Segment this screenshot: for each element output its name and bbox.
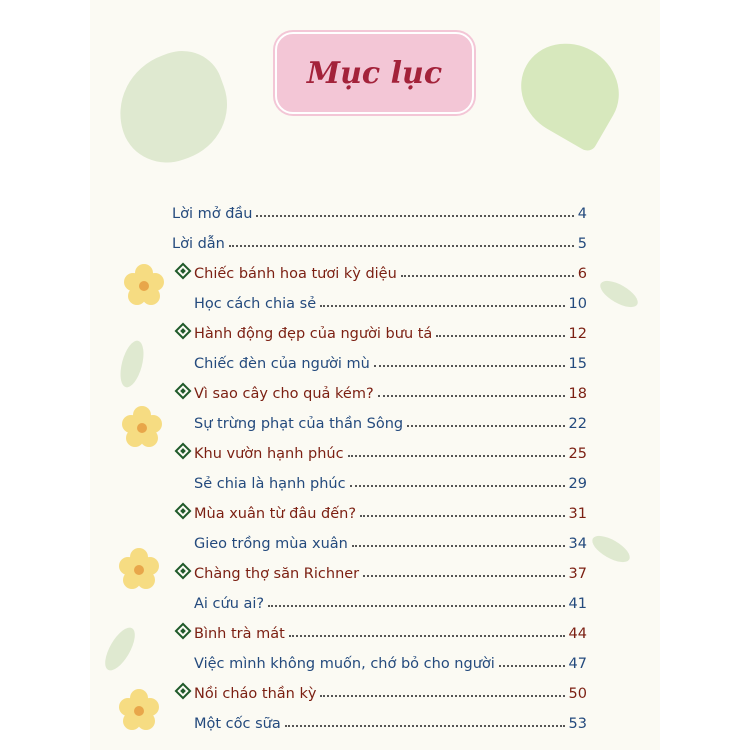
entry-page-number: 6 — [577, 266, 587, 282]
flower-icon — [117, 688, 161, 732]
diamond-bullet-icon — [175, 623, 192, 640]
diamond-bullet-icon — [175, 443, 192, 460]
toc-entry[interactable] — [172, 498, 587, 522]
diamond-bullet-icon — [175, 323, 192, 340]
toc-entry[interactable] — [172, 588, 587, 612]
dot-leader — [374, 365, 565, 367]
diamond-bullet-icon — [175, 683, 192, 700]
dot-leader — [289, 635, 565, 637]
toc-entry[interactable] — [172, 348, 587, 372]
toc-entry[interactable] — [172, 378, 587, 402]
toc-entry[interactable] — [172, 678, 587, 702]
dot-leader — [229, 245, 574, 247]
dot-leader — [499, 665, 565, 667]
entry-page-number: 22 — [568, 416, 587, 432]
toc-entry[interactable] — [172, 288, 587, 312]
toc-entry[interactable] — [172, 228, 587, 252]
entry-page-number: 25 — [568, 446, 587, 462]
diamond-bullet-icon — [175, 503, 192, 520]
dot-leader — [378, 395, 565, 397]
dot-leader — [407, 425, 564, 427]
dot-leader — [360, 515, 565, 517]
entry-title: Khu vườn hạnh phúc — [194, 446, 344, 462]
toc-entry[interactable] — [172, 708, 587, 732]
dot-leader — [285, 725, 565, 727]
toc-entry[interactable] — [172, 528, 587, 552]
entry-page-number: 37 — [568, 566, 587, 582]
entry-page-number: 31 — [568, 506, 587, 522]
flower-icon — [117, 547, 161, 591]
entry-title: Mùa xuân từ đâu đến? — [194, 506, 357, 522]
entry-page-number: 53 — [568, 716, 587, 732]
entry-title: Chiếc đèn của người mù — [194, 356, 370, 372]
entry-title: Sẻ chia là hạnh phúc — [194, 476, 346, 492]
dot-leader — [256, 215, 573, 217]
entry-page-number: 15 — [568, 356, 587, 372]
entry-title: Gieo trồng mùa xuân — [194, 536, 348, 552]
entry-title: Nồi cháo thần kỳ — [194, 686, 317, 702]
entry-title: Chiếc bánh hoa tươi kỳ diệu — [194, 266, 397, 282]
entry-title: Việc mình không muốn, chớ bỏ cho người — [194, 656, 495, 672]
dot-leader — [348, 455, 565, 457]
toc-entry[interactable] — [172, 618, 587, 642]
dot-leader — [363, 575, 564, 577]
entry-title: Lời mở đầu — [172, 206, 253, 222]
dot-leader — [436, 335, 564, 337]
entry-page-number: 4 — [577, 206, 587, 222]
dot-leader — [320, 305, 564, 307]
entry-title: Chàng thợ săn Richner — [194, 566, 360, 582]
entry-page-number: 10 — [568, 296, 587, 312]
entry-page-number: 12 — [568, 326, 587, 342]
entry-page-number: 50 — [568, 686, 587, 702]
entry-title: Ai cứu ai? — [194, 596, 265, 612]
toc-entry[interactable] — [172, 198, 587, 222]
dot-leader — [352, 545, 565, 547]
toc-entry[interactable] — [172, 318, 587, 342]
dot-leader — [268, 605, 564, 607]
entry-title: Lời dẫn — [172, 236, 225, 252]
entry-page-number: 41 — [568, 596, 587, 612]
entry-page-number: 18 — [568, 386, 587, 402]
entry-title: Bình trà mát — [194, 626, 285, 642]
entry-title: Hành động đẹp của người bưu tá — [194, 326, 433, 342]
entry-page-number: 47 — [568, 656, 587, 672]
entry-title: Sự trừng phạt của thần Sông — [194, 416, 404, 432]
toc-entry[interactable] — [172, 468, 587, 492]
diamond-bullet-icon — [175, 563, 192, 580]
title-banner — [275, 32, 474, 114]
toc-entry[interactable] — [172, 258, 587, 282]
flower-icon — [120, 405, 164, 449]
entry-page-number: 44 — [568, 626, 587, 642]
dot-leader — [401, 275, 574, 277]
entry-title: Một cốc sữa — [194, 716, 281, 732]
toc-entry[interactable] — [172, 408, 587, 432]
toc-entry[interactable] — [172, 558, 587, 582]
entry-page-number: 29 — [568, 476, 587, 492]
dot-leader — [320, 695, 564, 697]
toc-entry[interactable] — [172, 438, 587, 462]
diamond-bullet-icon — [175, 383, 192, 400]
flower-icon — [122, 263, 166, 307]
entry-page-number: 34 — [568, 536, 587, 552]
entry-title: Vì sao cây cho quả kém? — [194, 386, 374, 402]
diamond-bullet-icon — [175, 263, 192, 280]
entry-page-number: 5 — [577, 236, 587, 252]
dot-leader — [350, 485, 565, 487]
page-title: Mục lục — [306, 55, 443, 91]
entry-title: Học cách chia sẻ — [194, 296, 317, 312]
toc-entry[interactable] — [172, 648, 587, 672]
